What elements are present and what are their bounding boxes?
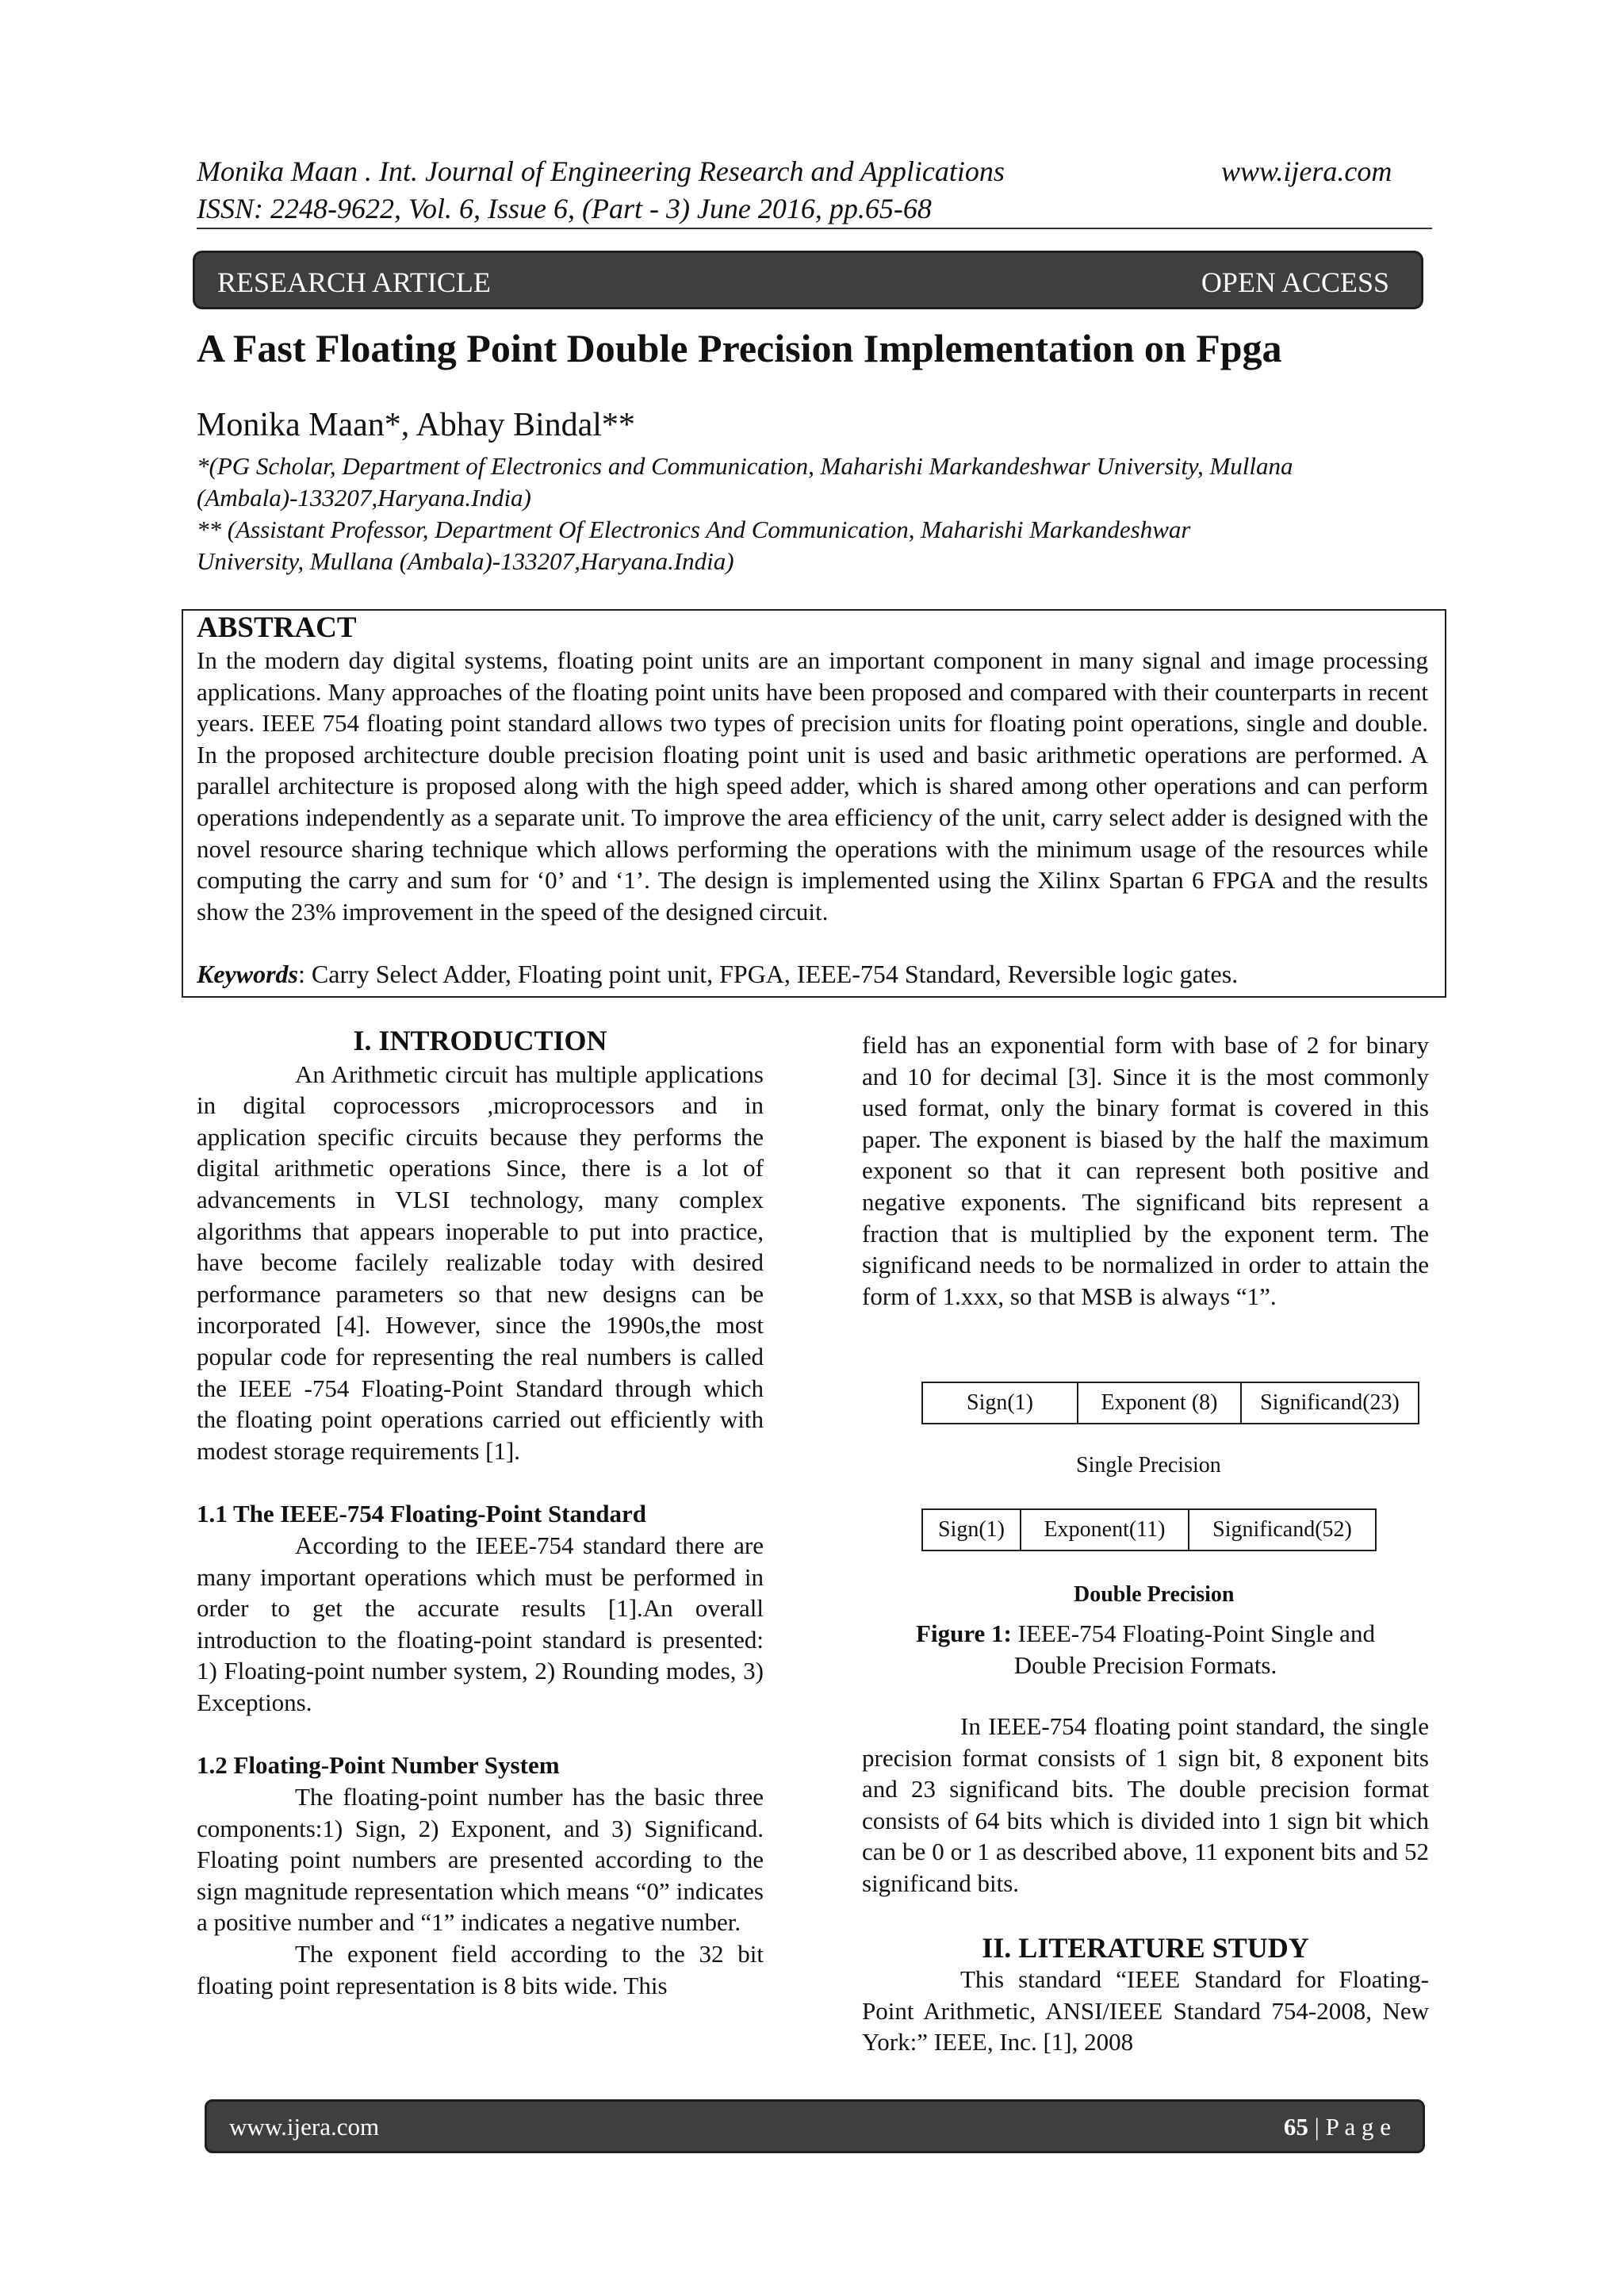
left-column [197,1025,764,2001]
significand-field: Significand(52) [1212,1517,1352,1542]
double-precision-label: Double Precision [1074,1582,1235,1607]
authors: Monika Maan*, Abhay Bindal** [197,407,635,443]
abstract-text: In the modern day digital systems, floating point units are an important component in many signal and image processing applications. Many approaches of the floating point units have been proposed and compared with their counterparts in recent years. IEEE 754 floating point standard allows two types of precision units for floating point operations, single and double. In the proposed architecture double precision floating point unit is used and basic arithmetic operations are performed. A parallel architecture is proposed along with the high speed adder, which is shared among other operations and can perform operations independently as a separate unit. To improve the area efficiency of the unit, carry select adder is designed with the novel resource sharing technique which allows performing the operations with the minimum usage of the resources while computing the carry and sum for ‘0’ and ‘1’. The design is implemented using the Xilinx Spartan 6 FPGA and the results show the 23% improvement in the speed of the designed circuit. [197,646,1428,926]
standard-paragraph: According to the IEEE-754 standard there are many important operations which must be performed in order to get the accurate results [1].An overall introduction to the floating-point standard is presented: 1) Floating-point number system, 2) Rounding modes, 3) Exceptions. [197,1531,764,1716]
header-rule [197,228,1432,229]
keywords-label: Keywords [197,960,298,988]
subsection-heading-number-system: 1.2 Floating-Point Number System [197,1751,560,1780]
single-precision-format [921,1382,1419,1424]
affiliation-line: (Ambala)-133207,Haryana.India) [197,484,531,512]
sign-field: Sign(1) [923,1510,1021,1550]
issn-line: ISSN: 2248-9622, Vol. 6, Issue 6, (Part - 3) June 2016, pp.65-68 [197,193,932,224]
exponent-paragraph: The exponent field according to the 32 bit floating point representation is 8 bits wide. This [197,1940,764,1999]
section-heading-introduction: I. INTRODUCTION [353,1025,607,1056]
paper-title: A Fast Floating Point Double Precision Implementation on Fpga [197,326,1282,370]
sign-field: Sign(1) [923,1383,1078,1423]
right-paragraph-1: field has an exponential form with base of 2 for binary and 10 for decimal [3]. Since it is the most commonly used format, only the binary format is covered in this paper. The exponent is biased by the half the maximum exponent so that it can represent both positive and negative exponents. The significand bits represent a fraction that is multiplied by the exponent term. The significand needs to be normalized in order to attain the form of 1.xxx, so that MSB is always “1”. [862,1031,1429,1310]
affiliation-line: ** (Assistant Professor, Department Of Electronics And Communication, Maharishi Markandeshwar [197,516,1191,543]
journal-line: Monika Maan . Int. Journal of Engineering Research and Applications [197,155,1005,187]
right-paragraph-2: In IEEE-754 floating point standard, the single precision format consists of 1 sign bit, 8 exponent bits and 23 significand bits. The double precision format consists of 64 bits which is divided into 1 sign bit which can be 0 or 1 as described above, 11 exponent bits and 52 significand bits. [862,1712,1429,1897]
affiliations [197,450,1434,577]
figure-label: Figure 1: [916,1619,1012,1647]
exponent-field: Exponent(11) [1021,1510,1189,1550]
exponent-field: Exponent (8) [1078,1383,1242,1423]
figure-caption-text: IEEE-754 Floating-Point Single and [1011,1619,1375,1647]
significand-field: Significand(23) [1260,1390,1400,1415]
article-banner [193,251,1423,309]
intro-paragraph: An Arithmetic circuit has multiple applications in digital coprocessors ,microprocessors and in application specific circuits because they performs the digital arithmetic operations Since, there is a lot of advancements in VLSI technology, many complex algorithms that appears inoperable to put into practice, have become facilely realizable today with desired performance parameters so that new designs can be incorporated [4]. However, since the 1990s,the most popular code for representing the real numbers is called the IEEE -754 Floating-Point Standard through which the floating point operations carried out efficiently with modest storage requirements [1]. [197,1060,764,1465]
page-footer [205,2099,1425,2153]
right-column-top [862,1029,1429,1312]
keywords-text: : Carry Select Adder, Floating point unit, FPGA, IEEE-754 Standard, Reversible logic gates. [298,960,1239,988]
page-label: | P a g e [1308,2113,1391,2141]
page-number-value: 65 [1283,2113,1308,2141]
literature-paragraph: This standard “IEEE Standard for Floating-Point Arithmetic, ANSI/IEEE Standard 754-2008, New York:” IEEE, Inc. [1], 2008 [862,1965,1429,2056]
keywords-line [197,960,1238,989]
figure-caption-line-2: Double Precision Formats. [1013,1651,1277,1679]
abstract-heading: ABSTRACT [197,611,357,644]
affiliation-line: University, Mullana (Ambala)-133207,Haryana.India) [197,547,734,575]
journal-website[interactable]: www.ijera.com [1221,155,1392,187]
double-precision-format [921,1508,1377,1551]
footer-website[interactable]: www.ijera.com [229,2113,380,2141]
subsection-heading-standard: 1.1 The IEEE-754 Floating-Point Standard [197,1500,646,1528]
single-precision-label: Single Precision [1076,1453,1221,1478]
access-type: OPEN ACCESS [1201,266,1389,298]
right-column-bottom [862,1711,1429,2058]
figure-caption [862,1618,1429,1681]
number-system-paragraph: The floating-point number has the basic three components:1) Sign, 2) Exponent, and 3) Significand. Floating point numbers are presented according to the sign magnitude representation which means “0” indicates a positive number and “1” indicates a negative number. [197,1783,764,1937]
article-type: RESEARCH ARTICLE [217,266,491,298]
page-number [1284,2113,1391,2141]
figure-caption-line [862,1618,1429,1650]
affiliation-line: *(PG Scholar, Department of Electronics and Communication, Maharishi Markandeshwar University, Mullana [197,452,1293,480]
section-heading-literature: II. LITERATURE STUDY [982,1931,1309,1964]
